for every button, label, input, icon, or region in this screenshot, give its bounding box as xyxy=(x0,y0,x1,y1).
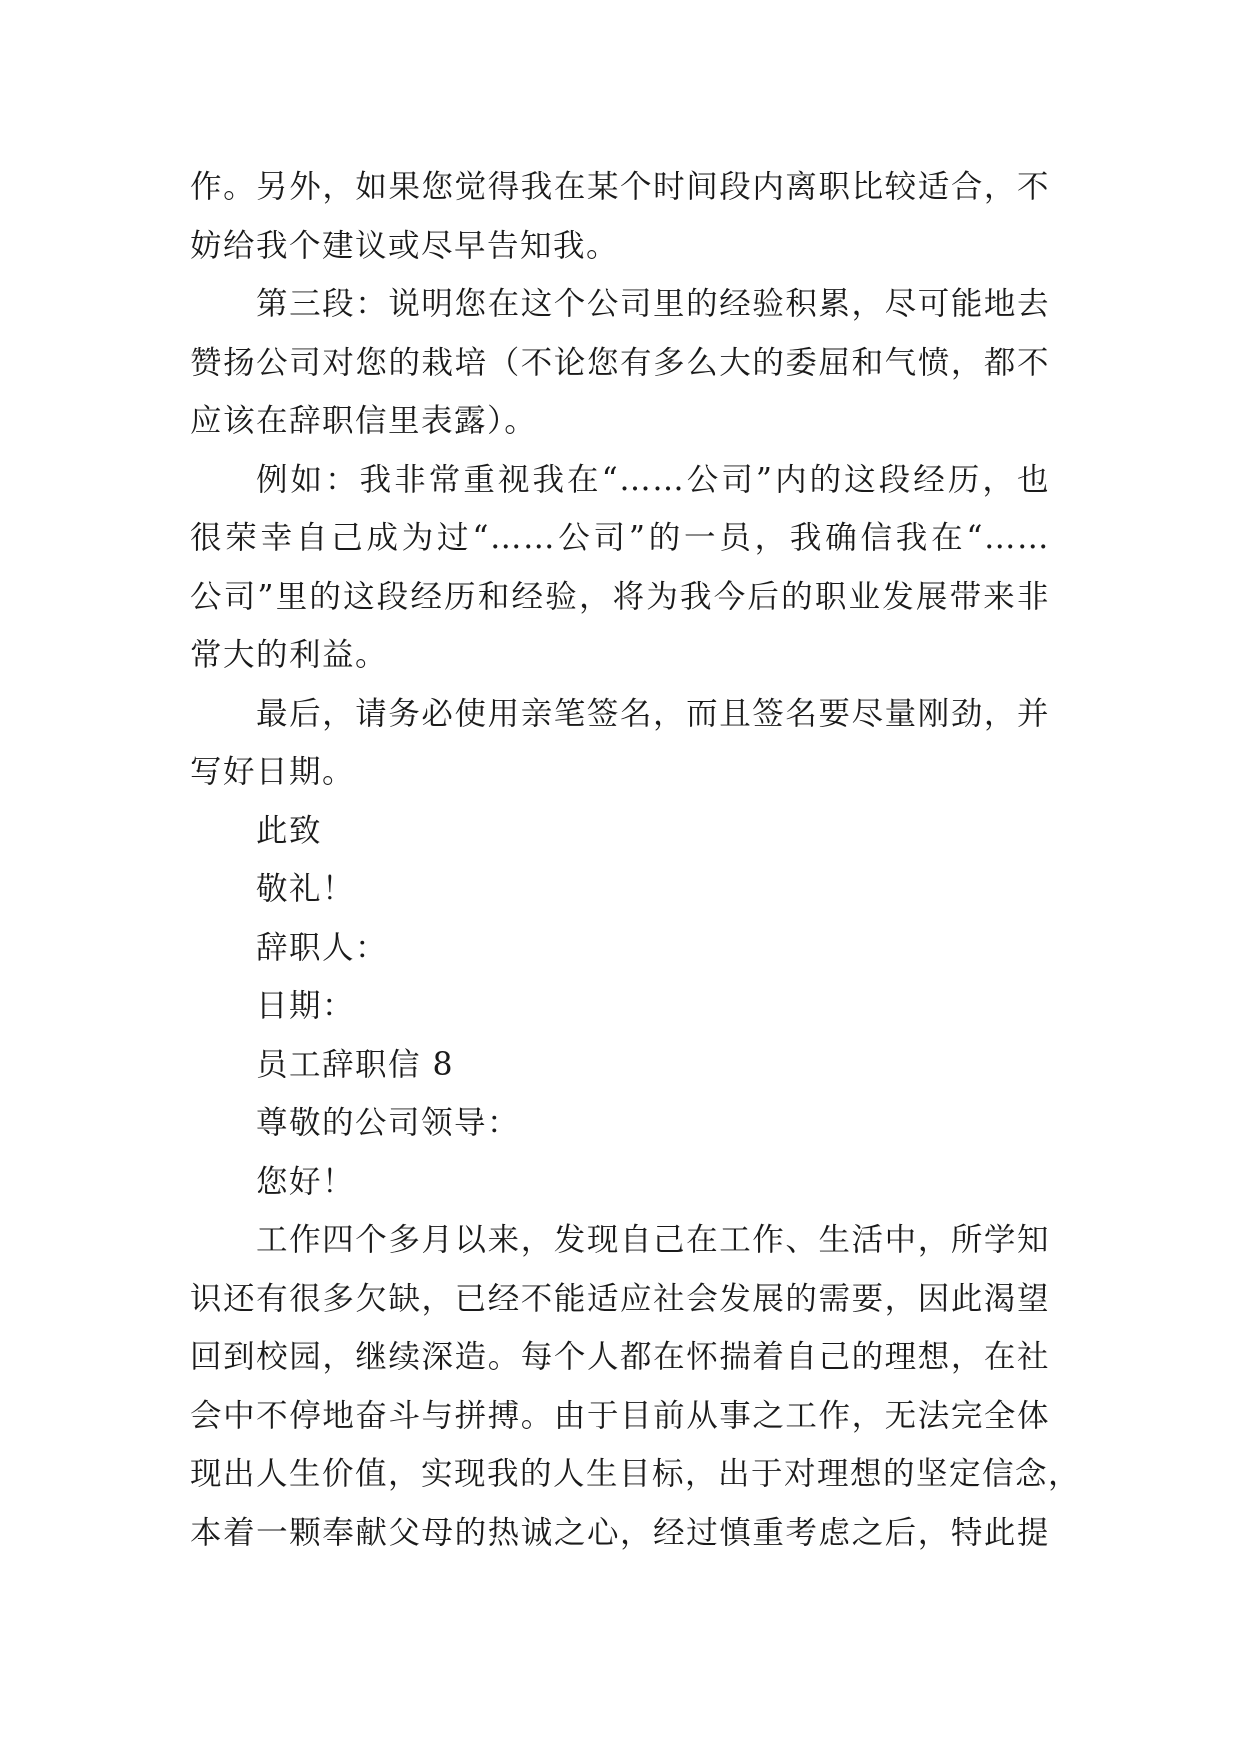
resigner-label: 辞职人： xyxy=(256,929,389,966)
text-line: 写好日期。 xyxy=(190,754,356,790)
section-title: 员工辞职信 8 xyxy=(256,1046,455,1083)
text-line: 例如：我非常重视我在“……公司”内的这段经历，也 xyxy=(256,461,1050,498)
text-line: 最后，请务必使用亲笔签名，而且签名要尽量刚劲，并 xyxy=(256,695,1050,732)
letter-greeting: 您好！ xyxy=(256,1163,356,1200)
text-line: 第三段：说明您在这个公司里的经验积累，尽可能地去 xyxy=(256,286,1050,322)
text-line: 回到校园，继续深造。每个人都在怀揣着自己的理想，在社 xyxy=(190,1339,1050,1375)
text-line: 应该在辞职信里表露）。 xyxy=(190,403,538,439)
text-line: 常大的利益。 xyxy=(190,637,389,673)
document-body xyxy=(190,158,1082,1562)
text-line: 识还有很多欠缺，已经不能适应社会发展的需要，因此渴望 xyxy=(190,1280,1050,1317)
letter-addressee: 尊敬的公司领导： xyxy=(256,1105,521,1141)
text-line: 公司”里的这段经历和经验，将为我今后的职业发展带来非 xyxy=(190,578,1050,615)
text-line: 很荣幸自己成为过“……公司”的一员，我确信我在“…… xyxy=(190,520,1050,556)
text-line: 现出人生价值，实现我的人生目标，出于对理想的坚定信念， xyxy=(190,1456,1082,1492)
closing-salutation: 此致 xyxy=(256,812,323,849)
closing-regards: 敬礼！ xyxy=(256,871,356,907)
text-line: 工作四个多月以来，发现自己在工作、生活中，所学知 xyxy=(256,1222,1050,1258)
text-line: 妨给我个建议或尽早告知我。 xyxy=(190,227,620,264)
date-label: 日期： xyxy=(256,988,356,1024)
text-line: 本着一颗奉献父母的热诚之心，经过慎重考虑之后，特此提 xyxy=(190,1514,1050,1551)
text-line: 作。另外，如果您觉得我在某个时间段内离职比较适合，不 xyxy=(190,169,1050,205)
text-line: 赞扬公司对您的栽培（不论您有多么大的委屈和气愤，都不 xyxy=(190,344,1050,381)
text-line: 会中不停地奋斗与拼搏。由于目前从事之工作，无法完全体 xyxy=(190,1397,1050,1434)
